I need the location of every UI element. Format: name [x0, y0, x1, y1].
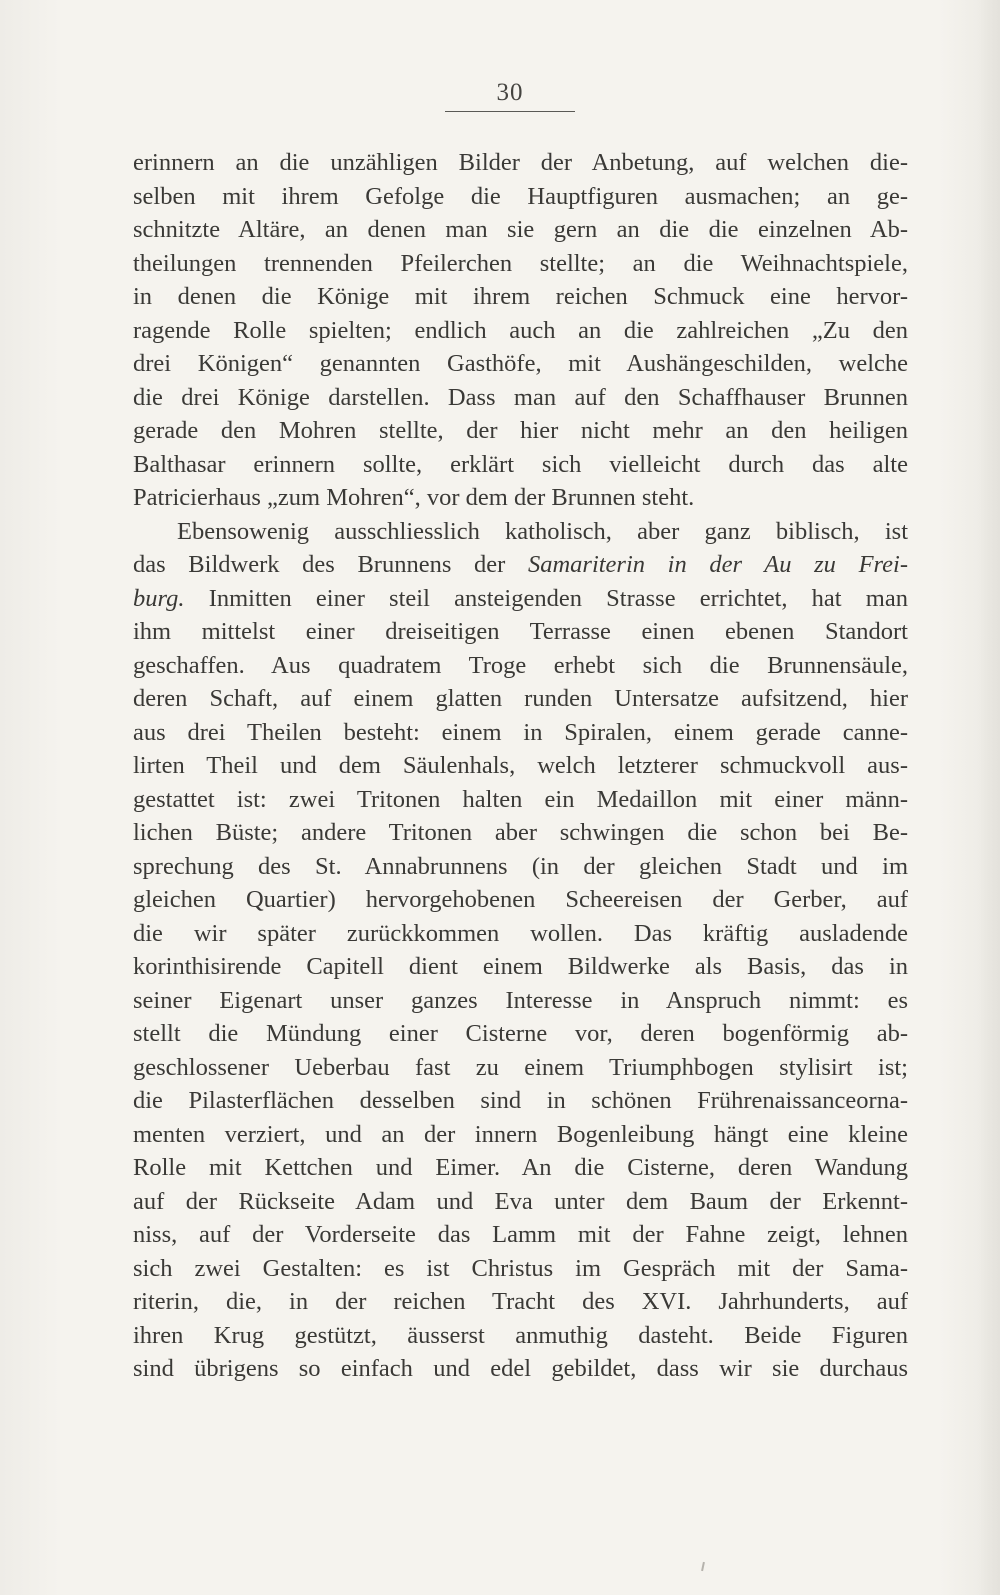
italic-text-segment: burg. [133, 584, 185, 612]
text-segment: ihren Krug gestützt, äusserst anmuthig dasteht. Beide Figuren [133, 1321, 908, 1349]
text-segment: korinthisirende Capitell dient einem Bildwerke als Basis, das in [133, 953, 908, 980]
text-segment: Balthasar erinnern sollte, erklärt sich vielleicht durch das alte [133, 450, 908, 478]
text-line [133, 1017, 908, 1051]
text-segment: Patricierhaus „zum Mohren“, vor dem der Brunnen steht. [133, 484, 695, 511]
page-edge-shadow [978, 0, 1000, 1595]
text-line [133, 917, 908, 951]
text-line [133, 1084, 908, 1118]
text-segment: die wir später zurückkommen wollen. Das kräftig ausladende [133, 919, 908, 947]
text-line [133, 682, 908, 716]
text-segment: aus drei Theilen besteht: einem in Spiralen, einem gerade canne- [133, 718, 908, 746]
text-line [133, 1185, 908, 1219]
text-segment: theilungen trennenden Pfeilerchen stellte; an die Weihnachtspiele, [133, 249, 908, 277]
text-segment: gestattet ist: zwei Tritonen halten ein Medaillon mit einer männ- [133, 785, 908, 813]
text-line [133, 883, 908, 917]
text-line [133, 280, 908, 314]
text-line [133, 649, 908, 683]
text-line [133, 984, 908, 1018]
text-line [133, 515, 908, 549]
text-line [133, 481, 908, 515]
text-segment: drei Königen“ genannten Gasthöfe, mit Aushängeschilden, welche [133, 350, 908, 377]
header-rule [445, 111, 575, 112]
text-line [133, 1218, 908, 1252]
text-segment: in denen die Könige mit ihrem reichen Schmuck eine hervor- [133, 283, 908, 310]
text-segment: Rolle mit Kettchen und Eimer. An die Cisterne, deren Wandung [133, 1154, 908, 1181]
text-segment: schnitzte Altäre, an denen man sie gern an die die einzelnen Ab- [133, 216, 908, 243]
text-line [133, 1319, 908, 1353]
text-line [133, 414, 908, 448]
text-segment: sind übrigens so einfach und edel gebildet, dass wir sie durchaus [133, 1355, 908, 1382]
text-line [133, 180, 908, 214]
text-line [133, 816, 908, 850]
text-segment: Ebensowenig ausschliesslich katholisch, aber ganz biblisch, ist [177, 517, 908, 545]
text-segment: ragende Rolle spielten; endlich auch an die zahlreichen „Zu den [133, 316, 908, 344]
text-line [133, 1252, 908, 1286]
text-segment: Inmitten einer steil ansteigenden Strasse errichtet, hat man [184, 584, 908, 612]
text-segment: lichen Büste; andere Tritonen aber schwingen die schon bei Be- [133, 819, 908, 846]
text-line [133, 783, 908, 817]
text-line [133, 716, 908, 750]
text-line [133, 850, 908, 884]
text-line [133, 950, 908, 984]
text-segment: deren Schaft, auf einem glatten runden Untersatze aufsitzend, hier [133, 685, 908, 712]
text-line [133, 314, 908, 348]
text-segment: menten verziert, und an der innern Bogenleibung hängt eine kleine [133, 1120, 908, 1148]
text-segment: selben mit ihrem Gefolge die Hauptfiguren ausmachen; an ge- [133, 182, 908, 210]
text-segment: lirten Theil und dem Säulenhals, welch letzterer schmuckvoll aus- [133, 752, 908, 779]
text-line [133, 146, 908, 180]
text-segment: geschlossener Ueberbau fast zu einem Triumphbogen stylisirt ist; [133, 1053, 908, 1081]
text-segment: erinnern an die unzähligen Bilder der Anbetung, auf welchen die- [133, 149, 908, 176]
text-segment: niss, auf der Vorderseite das Lamm mit der Fahne zeigt, lehnen [133, 1221, 908, 1248]
text-line [133, 582, 908, 616]
paper-speck [701, 1562, 705, 1571]
text-line [133, 347, 908, 381]
text-segment: die Pilasterflächen desselben sind in schönen Frührenaissanceorna- [133, 1087, 908, 1114]
text-line [133, 1118, 908, 1152]
text-line [133, 213, 908, 247]
text-segment: das Bildwerk des Brunnens der [133, 551, 528, 578]
body-text [133, 146, 908, 1386]
text-line [133, 247, 908, 281]
text-segment: sprechung des St. Annabrunnens (in der gleichen Stadt und im [133, 852, 908, 880]
text-line [133, 1285, 908, 1319]
italic-text-segment: Samariterin in der Au zu Frei- [527, 551, 908, 578]
text-segment: gleichen Quartier) hervorgehobenen Scheereisen der Gerber, auf [133, 886, 908, 913]
text-segment: auf der Rückseite Adam und Eva unter dem Baum der Erkennt- [133, 1187, 908, 1215]
text-segment: ihm mittelst einer dreiseitigen Terrasse einen ebenen Standort [133, 618, 908, 645]
text-line [133, 749, 908, 783]
text-line [133, 448, 908, 482]
text-line [133, 381, 908, 415]
page-number: 30 [496, 79, 524, 106]
text-segment: sich zwei Gestalten: es ist Christus im Gespräch mit der Sama- [133, 1254, 908, 1282]
text-segment: seiner Eigenart unser ganzes Interesse in Anspruch nimmt: es [133, 986, 908, 1014]
text-line [133, 1352, 908, 1386]
text-segment: riterin, die, in der reichen Tracht des XVI. Jahrhunderts, auf [133, 1288, 908, 1315]
text-line [133, 1051, 908, 1085]
text-segment: die drei Könige darstellen. Dass man auf den Schaffhauser Brunnen [133, 383, 908, 411]
text-line [133, 548, 908, 582]
text-segment: stellt die Mündung einer Cisterne vor, deren bogenförmig ab- [133, 1020, 908, 1047]
text-segment: geschaffen. Aus quadratem Troge erhebt sich die Brunnensäule, [133, 651, 908, 679]
text-segment: gerade den Mohren stellte, der hier nicht mehr an den heiligen [133, 417, 908, 444]
text-line [133, 615, 908, 649]
text-line [133, 1151, 908, 1185]
page-header [440, 78, 580, 112]
